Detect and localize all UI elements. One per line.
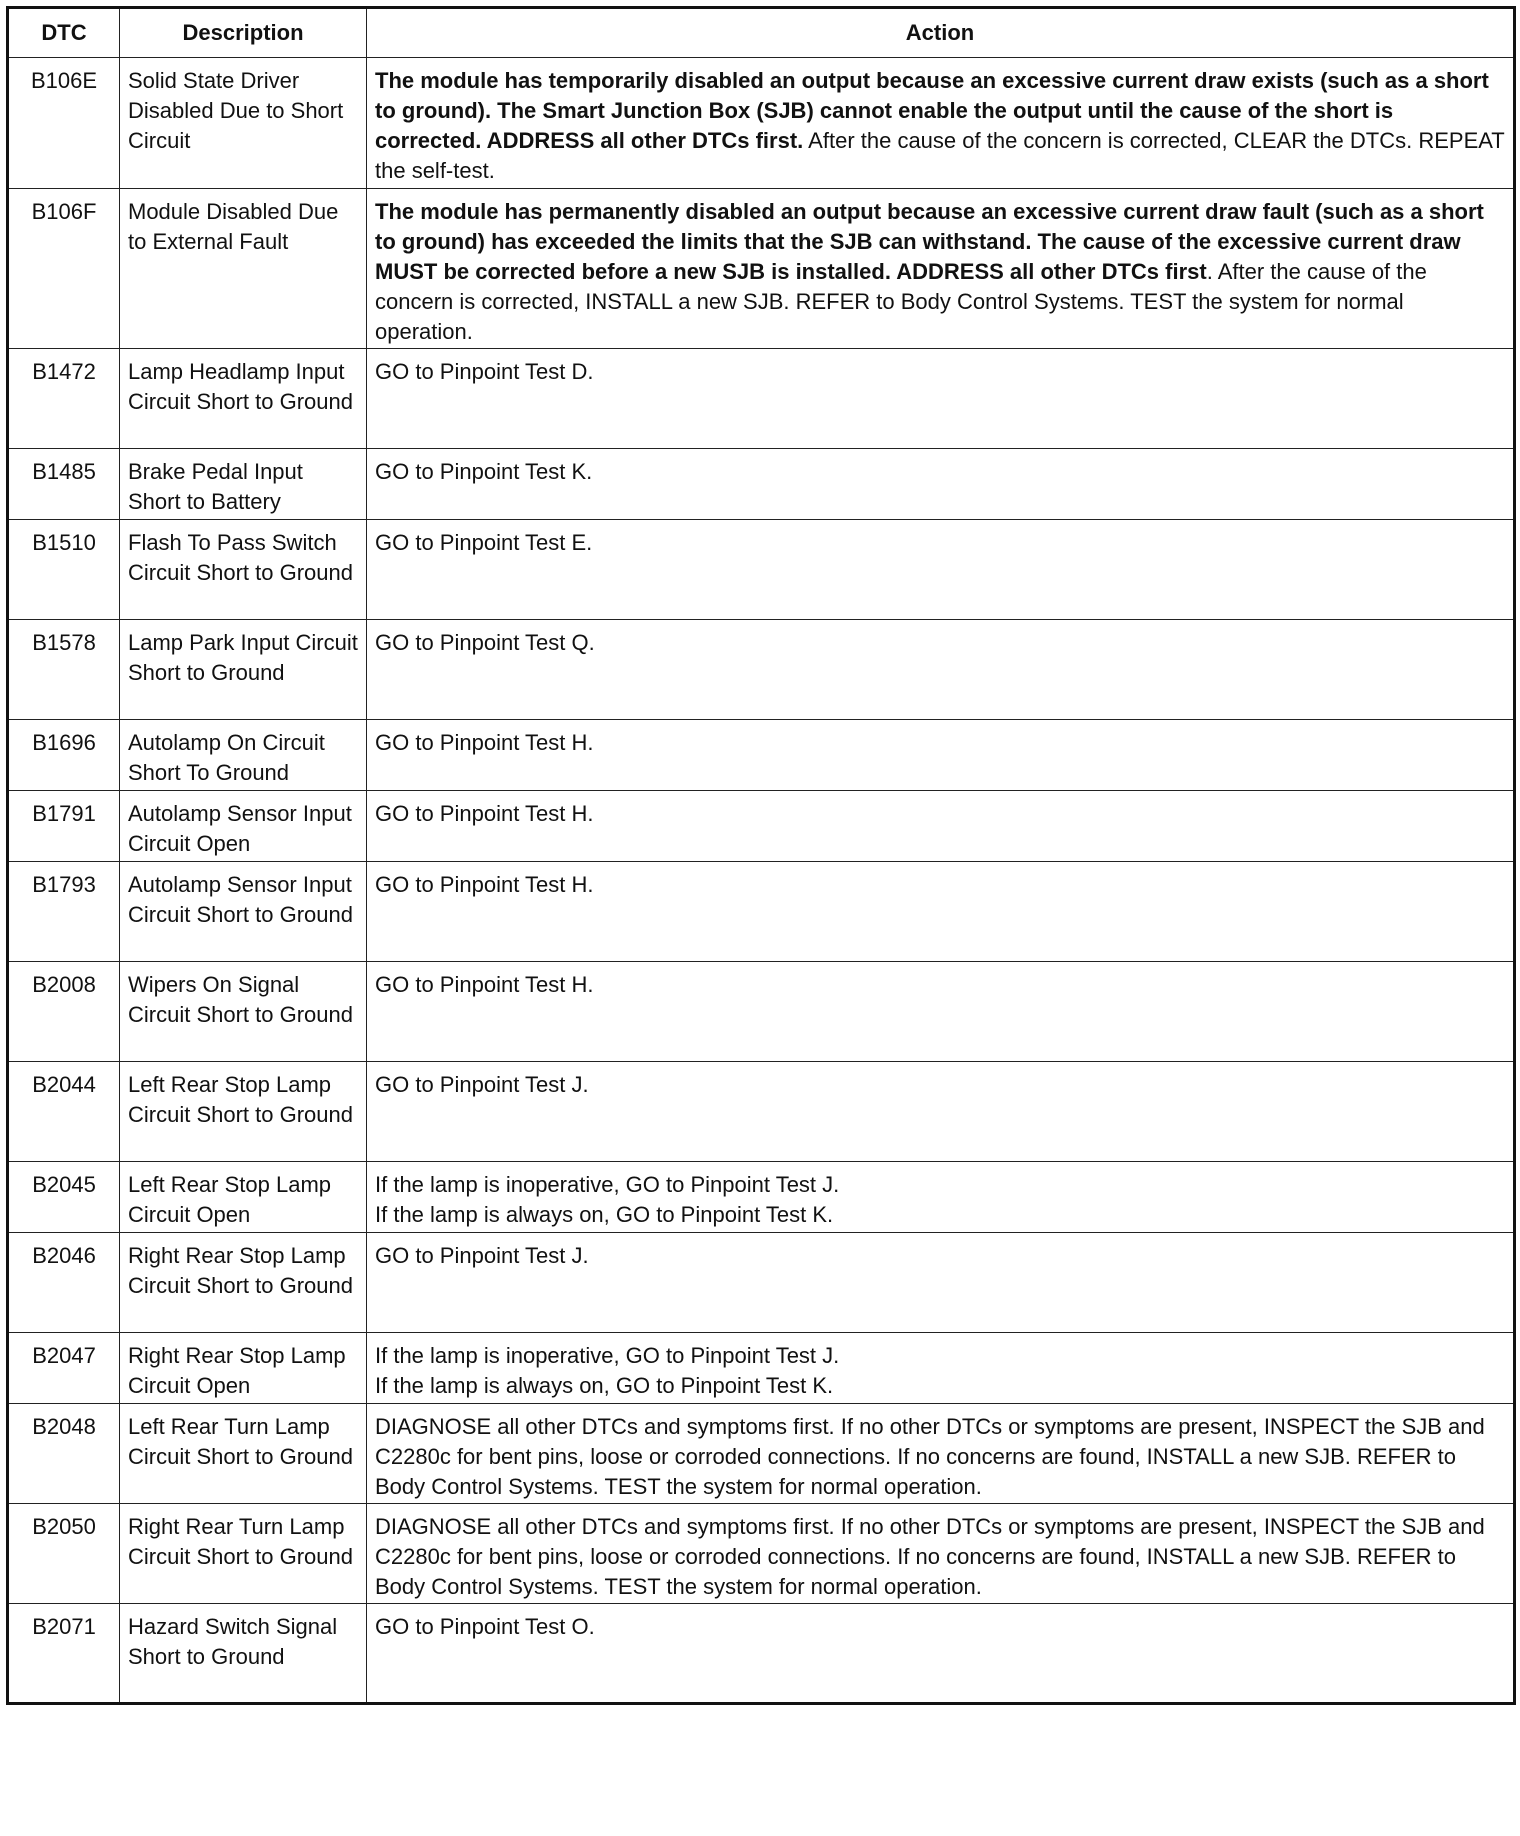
action-text: DIAGNOSE all other DTCs and symptoms first. If no other DTCs or symptoms are present, INSPECT the SJB and C2280c for bent pins, loose or corroded connections. If no concerns are found, INSTALL a new SJB. REFER to Body Control Systems. TEST the system for normal operation. xyxy=(375,1514,1485,1599)
dtc-description: Right Rear Stop Lamp Circuit Short to Ground xyxy=(120,1233,367,1333)
dtc-action xyxy=(367,1333,1515,1404)
dtc-action xyxy=(367,1404,1515,1504)
dtc-description: Solid State Driver Disabled Due to Short Circuit xyxy=(120,58,367,189)
dtc-table xyxy=(6,6,1516,1705)
action-text: GO to Pinpoint Test E. xyxy=(375,530,593,555)
dtc-code: B1472 xyxy=(8,349,120,449)
dtc-action xyxy=(367,962,1515,1062)
table-row xyxy=(8,189,1515,349)
action-text: GO to Pinpoint Test O. xyxy=(375,1614,595,1639)
dtc-action xyxy=(367,189,1515,349)
dtc-action xyxy=(367,862,1515,962)
action-text: GO to Pinpoint Test Q. xyxy=(375,630,595,655)
dtc-code: B1793 xyxy=(8,862,120,962)
action-emphasis: The module has permanently disabled an output because an excessive current draw fault (such as a short to ground) has exceeded the limits that the SJB can withstand. The cause of the excessive current draw MUST be corrected before a new SJB is installed. ADDRESS all other DTCs first xyxy=(375,199,1484,284)
dtc-action xyxy=(367,791,1515,862)
action-text: . After the cause of the concern is corrected, INSTALL a new SJB. REFER to Body Control Systems. TEST the system for normal operation. xyxy=(375,259,1427,344)
dtc-code: B2050 xyxy=(8,1504,120,1604)
table-row xyxy=(8,349,1515,449)
action-text: After the cause of the concern is corrected, CLEAR the DTCs. REPEAT the self-test. xyxy=(375,128,1505,183)
action-text: GO to Pinpoint Test K. xyxy=(375,459,593,484)
dtc-description: Flash To Pass Switch Circuit Short to Ground xyxy=(120,520,367,620)
action-text: DIAGNOSE all other DTCs and symptoms first. If no other DTCs or symptoms are present, INSPECT the SJB and C2280c for bent pins, loose or corroded connections. If no concerns are found, INSTALL a new SJB. REFER to Body Control Systems. TEST the system for normal operation. xyxy=(375,1414,1485,1499)
dtc-code: B2048 xyxy=(8,1404,120,1504)
table-row xyxy=(8,1162,1515,1233)
action-text: GO to Pinpoint Test J. xyxy=(375,1072,589,1097)
dtc-code: B106E xyxy=(8,58,120,189)
header-row xyxy=(8,8,1515,58)
dtc-code: B1510 xyxy=(8,520,120,620)
dtc-description: Left Rear Stop Lamp Circuit Short to Ground xyxy=(120,1062,367,1162)
dtc-description: Left Rear Stop Lamp Circuit Open xyxy=(120,1162,367,1233)
dtc-description: Module Disabled Due to External Fault xyxy=(120,189,367,349)
action-text: GO to Pinpoint Test H. xyxy=(375,972,594,997)
dtc-code: B2071 xyxy=(8,1604,120,1704)
header-dtc: DTC xyxy=(8,8,120,58)
dtc-description: Left Rear Turn Lamp Circuit Short to Ground xyxy=(120,1404,367,1504)
dtc-description: Lamp Headlamp Input Circuit Short to Ground xyxy=(120,349,367,449)
dtc-code: B1485 xyxy=(8,449,120,520)
table-row xyxy=(8,962,1515,1062)
action-emphasis: The module has temporarily disabled an output because an excessive current draw exists (such as a short to ground). The Smart Junction Box (SJB) cannot enable the output until the cause of the short is corrected. ADDRESS all other DTCs first. xyxy=(375,68,1489,153)
dtc-code: B2047 xyxy=(8,1333,120,1404)
table-row xyxy=(8,58,1515,189)
dtc-description: Lamp Park Input Circuit Short to Ground xyxy=(120,620,367,720)
table-row xyxy=(8,720,1515,791)
dtc-action xyxy=(367,1504,1515,1604)
dtc-code: B2046 xyxy=(8,1233,120,1333)
action-text-2: If the lamp is always on, GO to Pinpoint Test K. xyxy=(375,1202,834,1227)
dtc-code: B106F xyxy=(8,189,120,349)
dtc-action xyxy=(367,1162,1515,1233)
dtc-code: B1696 xyxy=(8,720,120,791)
table-row xyxy=(8,1233,1515,1333)
action-text: If the lamp is inoperative, GO to Pinpoint Test J. xyxy=(375,1172,840,1197)
header-action: Action xyxy=(367,8,1515,58)
dtc-description: Wipers On Signal Circuit Short to Ground xyxy=(120,962,367,1062)
table-row xyxy=(8,520,1515,620)
dtc-description: Autolamp Sensor Input Circuit Open xyxy=(120,791,367,862)
dtc-action xyxy=(367,520,1515,620)
dtc-description: Right Rear Turn Lamp Circuit Short to Ground xyxy=(120,1504,367,1604)
header-description: Description xyxy=(120,8,367,58)
dtc-code: B2045 xyxy=(8,1162,120,1233)
table-row xyxy=(8,1062,1515,1162)
dtc-code: B2008 xyxy=(8,962,120,1062)
dtc-action xyxy=(367,349,1515,449)
dtc-description: Brake Pedal Input Short to Battery xyxy=(120,449,367,520)
dtc-action xyxy=(367,1604,1515,1704)
dtc-action xyxy=(367,1233,1515,1333)
action-text: GO to Pinpoint Test J. xyxy=(375,1243,589,1268)
table-row xyxy=(8,1333,1515,1404)
table-row xyxy=(8,1504,1515,1604)
dtc-code: B1791 xyxy=(8,791,120,862)
dtc-action xyxy=(367,449,1515,520)
action-text: If the lamp is inoperative, GO to Pinpoint Test J. xyxy=(375,1343,840,1368)
action-text: GO to Pinpoint Test H. xyxy=(375,801,594,826)
dtc-code: B2044 xyxy=(8,1062,120,1162)
table-row xyxy=(8,862,1515,962)
dtc-description: Right Rear Stop Lamp Circuit Open xyxy=(120,1333,367,1404)
action-text: GO to Pinpoint Test H. xyxy=(375,730,594,755)
dtc-description: Autolamp Sensor Input Circuit Short to Ground xyxy=(120,862,367,962)
dtc-description: Autolamp On Circuit Short To Ground xyxy=(120,720,367,791)
table-row xyxy=(8,449,1515,520)
table-row xyxy=(8,1604,1515,1704)
dtc-action xyxy=(367,720,1515,791)
table-row xyxy=(8,620,1515,720)
action-text: GO to Pinpoint Test H. xyxy=(375,872,594,897)
table-row xyxy=(8,1404,1515,1504)
dtc-description: Hazard Switch Signal Short to Ground xyxy=(120,1604,367,1704)
dtc-action xyxy=(367,620,1515,720)
dtc-action xyxy=(367,58,1515,189)
action-text: GO to Pinpoint Test D. xyxy=(375,359,594,384)
dtc-code: B1578 xyxy=(8,620,120,720)
action-text-2: If the lamp is always on, GO to Pinpoint Test K. xyxy=(375,1373,834,1398)
dtc-action xyxy=(367,1062,1515,1162)
table-row xyxy=(8,791,1515,862)
